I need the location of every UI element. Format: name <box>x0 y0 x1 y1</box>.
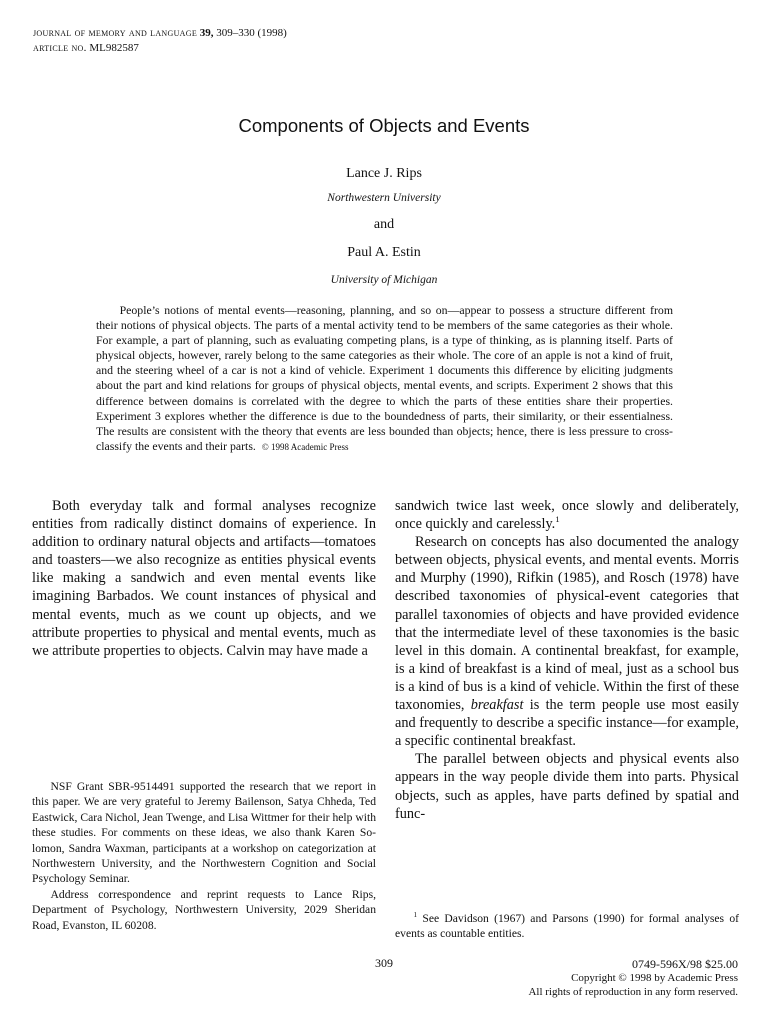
continued-paragraph: sandwich twice last week, once slowly and deliberately, once quickly and carelessly.$^1$ <box>395 498 739 533</box>
reproduction-rights: All rights of reproduction in any form reserved. <box>528 986 738 998</box>
journal-header <box>33 26 287 56</box>
parts-paragraph: The parallel between objects and physical events also appears in the way people divide them into parts. Physical objects, such as apples, have parts defined by spatial and func- <box>395 751 739 822</box>
article-id: ML982587 <box>86 42 139 54</box>
footnote-acknowledgments <box>32 779 376 933</box>
page-number: 309 <box>375 956 393 970</box>
article-number: article no. ML982587 <box>33 42 139 54</box>
footnote-mark-1: 1 <box>413 911 418 920</box>
abstract-copyright: © 1998 Academic Press <box>261 441 349 452</box>
body-column-left <box>32 497 376 660</box>
footnote-ref-1: 1 <box>555 514 560 525</box>
issn-price: 0749-596X/98 $25.00 <box>632 957 738 971</box>
concepts-paragraph: Research on concepts has also documented the analogy between objects, physical events, and mental events. Morris and Murphy (1990), Rifkin (1985), and Rosch (1978) have described taxonomies of physical-event categories that parallel taxonomies of objects and have provided evidence that the intermediate level of these taxonomies is the basic level in this domain. A continental breakfast, for example, is a kind of breakfast is a kind of meal, just as a school bus is a kind of bus is a kind of vehicle. Within the first of these taxonomies, breakfast is the term people use most easily and frequently to describe a specific instance—for example, a specific continental breakfast. <box>395 534 739 750</box>
abstract-text: People’s notions of mental events—reasoning, planning, and so on—appear to possess a structure different from their notions of physical objects. The parts of a mental activity tend to be members of the same categories as their whole. For example, a part of planning, such as evaluating competing plans, is a type of thinking, as is planning itself. Parts of physical objects, however, rarely belong to the same categories as their whole. The core of an apple is not a kind of fruit, and the steering wheel of a car is not a kind of vehicle. Experiment 1 documents this difference by eliciting judgments about the part and kind relations for groups of physical objects, mental events, and scripts. Experiment 2 shows that this difference between domains is correlated with the degree to which the parts of these entities share their properties. Experiment 3 explores whether the difference is due to the boundedness of parts, their similarity, or their essentialness. The results are consistent with the theory that events are less bounded than objects; hence, there is less pressure to cross-classify the events and their parts. <box>96 303 673 453</box>
footnote-1-text: See Davidson (1967) and Parsons (1990) for formal analyses of events as countable entities. <box>395 912 739 941</box>
journal-citation: journal of memory and language 39, 309–330 (1998) <box>33 27 287 39</box>
author-name-1: Lance J. Rips <box>346 166 422 181</box>
footnote-1 <box>395 911 739 942</box>
publisher-info <box>528 957 738 999</box>
abstract <box>96 303 673 455</box>
journal-pages-year: 309–330 (1998) <box>213 27 287 39</box>
publisher-copyright: Copyright © 1998 by Academic Press <box>571 972 738 984</box>
term-breakfast: breakfast <box>470 697 524 714</box>
journal-volume: 39, <box>199 27 214 39</box>
body-column-right <box>395 497 739 823</box>
author-affiliation-2: University of Michigan <box>330 274 438 286</box>
acknowledgment-note: NSF Grant SBR-9514491 supported the research that we report in this paper. We are very grateful to Jeremy Bailenson, Satya Chheda, Ted Eastwick, Cara Nichol, Jean Twenge, and Lisa Wittmer for their help with these studies. For comments on these ideas, we also thank Karen Solomon, Sandra Waxman, participants at a workshop on categorization at Northwestern University, and the Northwestern Cognition and Social Psychology Seminar. <box>32 780 376 886</box>
intro-paragraph: Both everyday talk and formal analyses recognize entities from radically distinct domains of experience. In addition to ordinary natural objects and artifacts—tomatoes and toasters—we also recognize as entities physical events like making a sandwich and even mental events like imagining Barbados. We count instances of physical and mental events, much as we count up objects, and we attribute properties to physical and mental events, much as we attribute properties to objects. Calvin may have made a <box>32 498 376 659</box>
authors-conjunction: and <box>373 217 395 232</box>
author-name-2: Paul A. Estin <box>347 245 421 260</box>
author-affiliation-1: Northwestern University <box>327 192 441 204</box>
paper-title: Components of Objects and Events <box>238 115 530 136</box>
correspondence-address: Address correspondence and reprint requests to Lance Rips, Department of Psychology, Northwestern University, 2029 Sheridan Road, Evanston, IL 60208. <box>32 887 376 932</box>
